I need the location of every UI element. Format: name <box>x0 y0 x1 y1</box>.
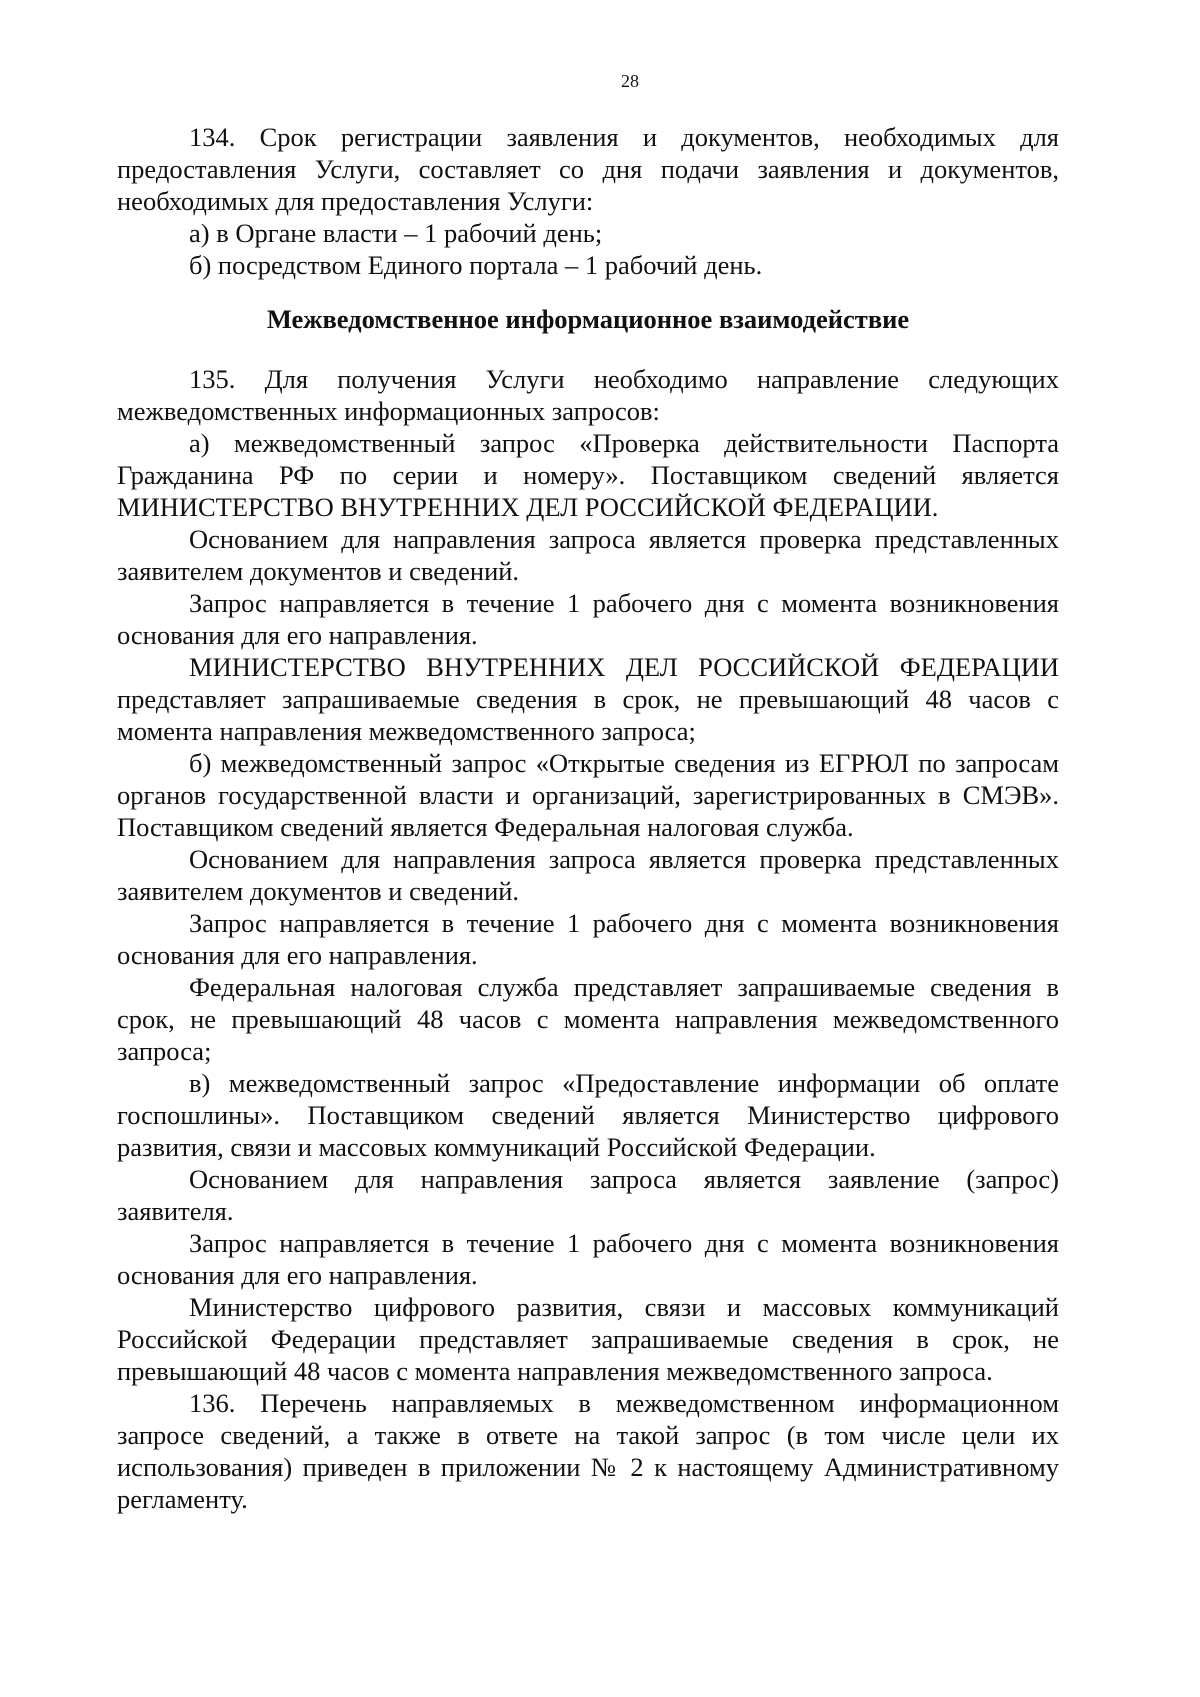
paragraph-135-a-response: МИНИСТЕРСТВО ВНУТРЕННИХ ДЕЛ РОССИЙСКОЙ ФЕДЕРАЦИИ представляет запрашиваемые сведения в срок, не превышающий 48 часов с момента направления межведомственного запроса; <box>117 652 1059 746</box>
paragraph-134-b: б) посредством Единого портала – 1 рабочий день. <box>189 250 763 280</box>
paragraph-135-c-timing: Запрос направляется в течение 1 рабочего дня с момента возникновения основания для его направления. <box>117 1228 1059 1290</box>
paragraph-135-c: в) межведомственный запрос «Предоставление информации об оплате госпошлины». Поставщиком сведений является Министерство цифрового развития, связи и массовых коммуникаций Российской Федерации. <box>117 1068 1059 1162</box>
page-number: 28 <box>621 71 639 91</box>
paragraph-134-a: а) в Органе власти – 1 рабочий день; <box>189 218 603 248</box>
paragraph-135-c-response: Министерство цифрового развития, связи и массовых коммуникаций Российской Федерации представляет запрашиваемые сведения в срок, не превышающий 48 часов с момента направления межведомственного запроса. <box>117 1292 1059 1386</box>
paragraph-135-a: а) межведомственный запрос «Проверка действительности Паспорта Гражданина РФ по серии и номеру». Поставщиком сведений является МИНИСТЕРСТВО ВНУТРЕННИХ ДЕЛ РОССИЙСКОЙ ФЕДЕРАЦИИ. <box>117 428 1059 522</box>
paragraph-135-a-timing: Запрос направляется в течение 1 рабочего дня с момента возникновения основания для его направления. <box>117 588 1059 650</box>
paragraph-135: 135. Для получения Услуги необходимо направление следующих межведомственных информационных запросов: <box>117 364 1059 426</box>
paragraph-136: 136. Перечень направляемых в межведомственном информационном запросе сведений, а также в ответе на такой запрос (в том числе цели их использования) приведен в приложении № 2 к настоящему Административному регламенту. <box>117 1388 1059 1514</box>
paragraph-134: 134. Срок регистрации заявления и документов, необходимых для предоставления Услуги, составляет со дня подачи заявления и документов, необходимых для предоставления Услуги: <box>117 122 1059 216</box>
document-body <box>117 121 1059 1515</box>
paragraph-135-c-basis: Основанием для направления запроса является заявление (запрос) заявителя. <box>117 1164 1059 1226</box>
paragraph-135-b-timing: Запрос направляется в течение 1 рабочего дня с момента возникновения основания для его направления. <box>117 908 1059 970</box>
section-heading: Межведомственное информационное взаимодействие <box>266 304 910 334</box>
paragraph-135-b-basis: Основанием для направления запроса является проверка представленных заявителем документов и сведений. <box>117 844 1059 906</box>
paragraph-135-b-response: Федеральная налоговая служба представляет запрашиваемые сведения в срок, не превышающий 48 часов с момента направления межведомственного запроса; <box>117 972 1059 1066</box>
paragraph-135-b: б) межведомственный запрос «Открытые сведения из ЕГРЮЛ по запросам органов государственной власти и организаций, зарегистрированных в СМЭВ». Поставщиком сведений является Федеральная налоговая служба. <box>117 748 1059 842</box>
paragraph-135-a-basis: Основанием для направления запроса является проверка представленных заявителем документов и сведений. <box>117 524 1059 586</box>
